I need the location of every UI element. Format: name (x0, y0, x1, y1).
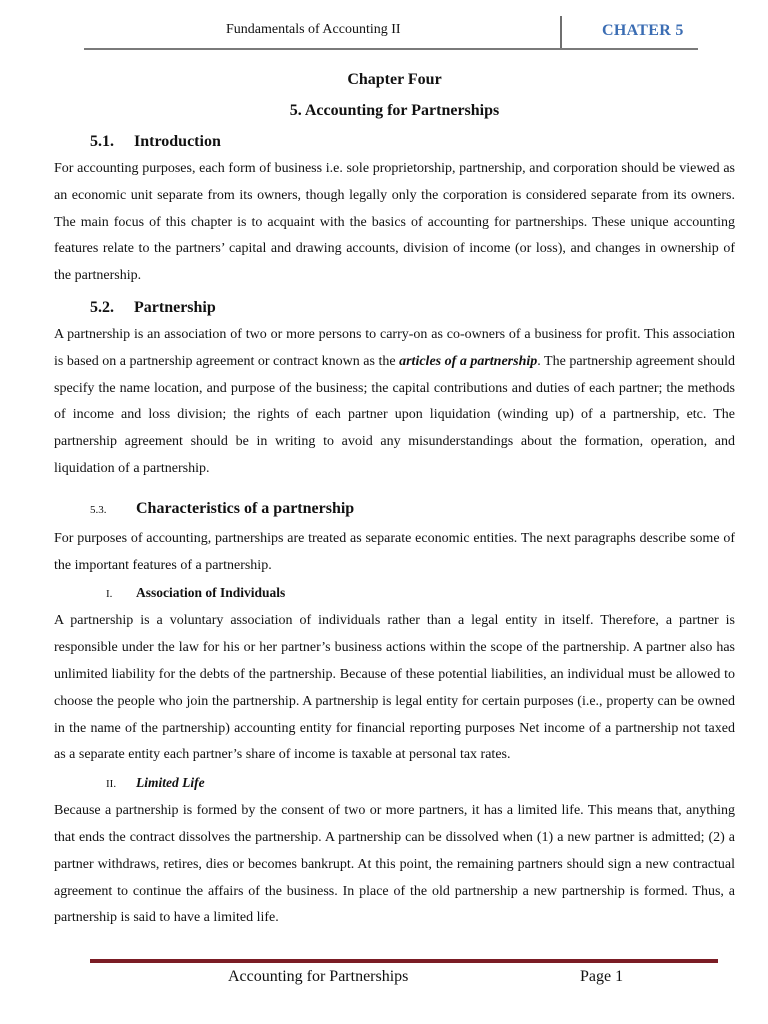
paragraph-association: A partnership is a voluntary association of individuals rather than a legal entity in itself. Therefore, a partner is responsible under the law for his or her partner’s business actions within the scope of the partnership. A partner also has unlimited liability for the debts of the partnership. Because of these potential liabilities, an individual must be allowed to choose the people who join the partnership. A partnership is legal entity for certain purposes (i.e., property can be owned in the name of the partnership) accounting entity for financial reporting purposes Net income of a partnership not taxed as a separate entity each partner’s share of income is taxable at personal tax rates. (54, 613, 735, 763)
paragraph-text: . The partnership agreement should specify the name location, and purpose of the business; the capital contributions and duties of each partner; the methods of income and loss division; the rights of each partner upon liquidation (winding up) of a partnership, etc. The partnership agreement should be in writing to avoid any misunderstandings about the formation, operation, and liquidation of a partnership. (54, 353, 735, 476)
paragraph-characteristics: For purposes of accounting, partnerships are treated as separate economic entities. The next paragraphs describe some of the important features of a partnership. (54, 530, 735, 573)
paragraph-text: A partnership is an association of two or more persons to carry-on as co-owners of a business for profit. This association is based on a partnership agreement or contract known as the (54, 326, 735, 369)
heading-text: Partnership (134, 298, 216, 316)
heading-characteristics (54, 495, 735, 524)
header-book-title: Fundamentals of Accounting II (226, 22, 401, 37)
subheading-text: Limited Life (136, 775, 205, 791)
header-rule (84, 48, 698, 50)
heading-text: Characteristics of a partnership (136, 499, 355, 517)
heading-number: 5.2. (90, 298, 114, 316)
footer-page-number: Page 1 (580, 968, 624, 985)
emphasis-articles: articles of a partnership (399, 353, 538, 369)
paragraph-limited-life: Because a partnership is formed by the consent of two or more partners, it has a limited life. This means that, anything that ends the contract dissolves the partnership. A partnership can be dissolved when (1) a new partner is admitted; (2) a partner withdraws, retires, dies or becomes bankrupt. At this point, the remaining partners should sign a new contractual agreement to continue the affairs of the business. In place of the old partnership a new partnership is formed. Thus, a partnership is said to have a limited life. (54, 803, 735, 926)
subheading-number: II. (106, 778, 117, 791)
subheading-association (54, 579, 735, 608)
subheading-number: I. (106, 588, 113, 601)
page-body (54, 66, 735, 932)
header-divider (560, 16, 562, 48)
footer-rule (90, 959, 718, 963)
heading-number: 5.1. (90, 133, 114, 150)
heading-number: 5.3. (90, 503, 107, 516)
header-chapter-label: CHATER 5 (602, 22, 684, 39)
footer-title: Accounting for Partnerships (228, 968, 409, 985)
paragraph-introduction: For accounting purposes, each form of business i.e. sole proprietorship, partnership, and corporation should be viewed as an economic unit separate from its owners, though legally only the corporation is considered separate from its owners. The main focus of this chapter is to acquaint with the basics of accounting for partnerships. These unique accounting features relate to the partners’ capital and drawing accounts, division of income (or loss), and changes in ownership of the partnership. (54, 161, 735, 284)
section-title: 5. Accounting for Partnerships (289, 102, 500, 119)
heading-text: Introduction (134, 133, 221, 150)
chapter-title: Chapter Four (347, 71, 442, 88)
heading-partnership (54, 294, 735, 322)
subheading-limited-life (54, 769, 735, 798)
subheading-text: Association of Individuals (136, 585, 286, 601)
page-header (0, 0, 768, 52)
paragraph-partnership (54, 322, 735, 483)
heading-introduction (54, 128, 735, 156)
